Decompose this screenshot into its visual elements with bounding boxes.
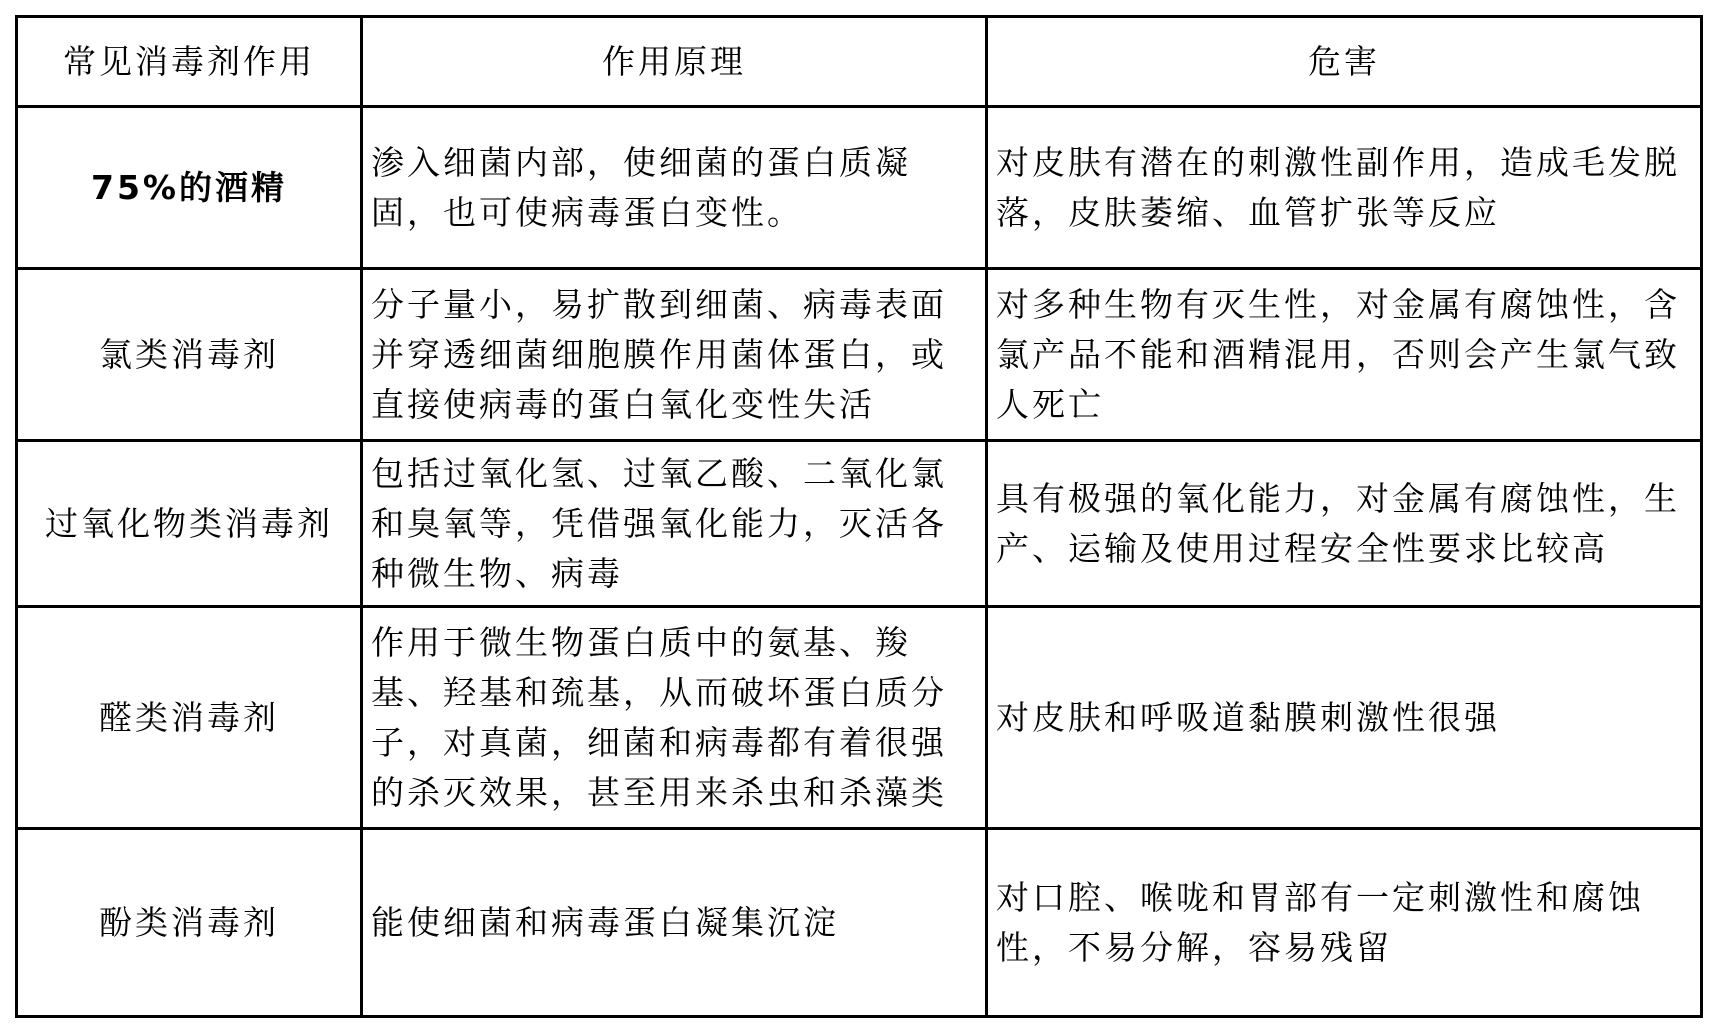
harm-cell: 具有极强的氧化能力，对金属有腐蚀性，生产、运输及使用过程安全性要求比较高 — [987, 441, 1702, 607]
harm-cell: 对皮肤有潜在的刺激性副作用，造成毛发脱落，皮肤萎缩、血管扩张等反应 — [987, 107, 1702, 269]
harm-cell: 对皮肤和呼吸道黏膜刺激性很强 — [987, 607, 1702, 829]
harm-cell: 对口腔、喉咙和胃部有一定刺激性和腐蚀性，不易分解，容易残留 — [987, 829, 1702, 1017]
disinfectant-table — [15, 15, 1703, 1018]
disinfectant-name: 氯类消毒剂 — [17, 269, 362, 441]
principle-cell: 渗入细菌内部，使细菌的蛋白质凝固，也可使病毒蛋白变性。 — [362, 107, 987, 269]
table-row — [17, 607, 1702, 829]
header-disinfectant-type: 常见消毒剂作用 — [17, 17, 362, 107]
table-row — [17, 441, 1702, 607]
table-row — [17, 269, 1702, 441]
header-principle: 作用原理 — [362, 17, 987, 107]
principle-cell: 能使细菌和病毒蛋白凝集沉淀 — [362, 829, 987, 1017]
disinfectant-name: 75%的酒精 — [17, 107, 362, 269]
principle-cell: 分子量小，易扩散到细菌、病毒表面并穿透细菌细胞膜作用菌体蛋白，或直接使病毒的蛋白氧化变性失活 — [362, 269, 987, 441]
table-header-row — [17, 17, 1702, 107]
header-harm: 危害 — [987, 17, 1702, 107]
disinfectant-name: 醛类消毒剂 — [17, 607, 362, 829]
table-row — [17, 829, 1702, 1017]
table-row — [17, 107, 1702, 269]
principle-cell: 作用于微生物蛋白质中的氨基、羧基、羟基和巯基，从而破坏蛋白质分子，对真菌，细菌和病毒都有着很强的杀灭效果，甚至用来杀虫和杀藻类 — [362, 607, 987, 829]
disinfectant-name: 酚类消毒剂 — [17, 829, 362, 1017]
principle-cell: 包括过氧化氢、过氧乙酸、二氧化氯和臭氧等，凭借强氧化能力，灭活各种微生物、病毒 — [362, 441, 987, 607]
harm-cell: 对多种生物有灭生性，对金属有腐蚀性，含氯产品不能和酒精混用，否则会产生氯气致人死亡 — [987, 269, 1702, 441]
disinfectant-name: 过氧化物类消毒剂 — [17, 441, 362, 607]
